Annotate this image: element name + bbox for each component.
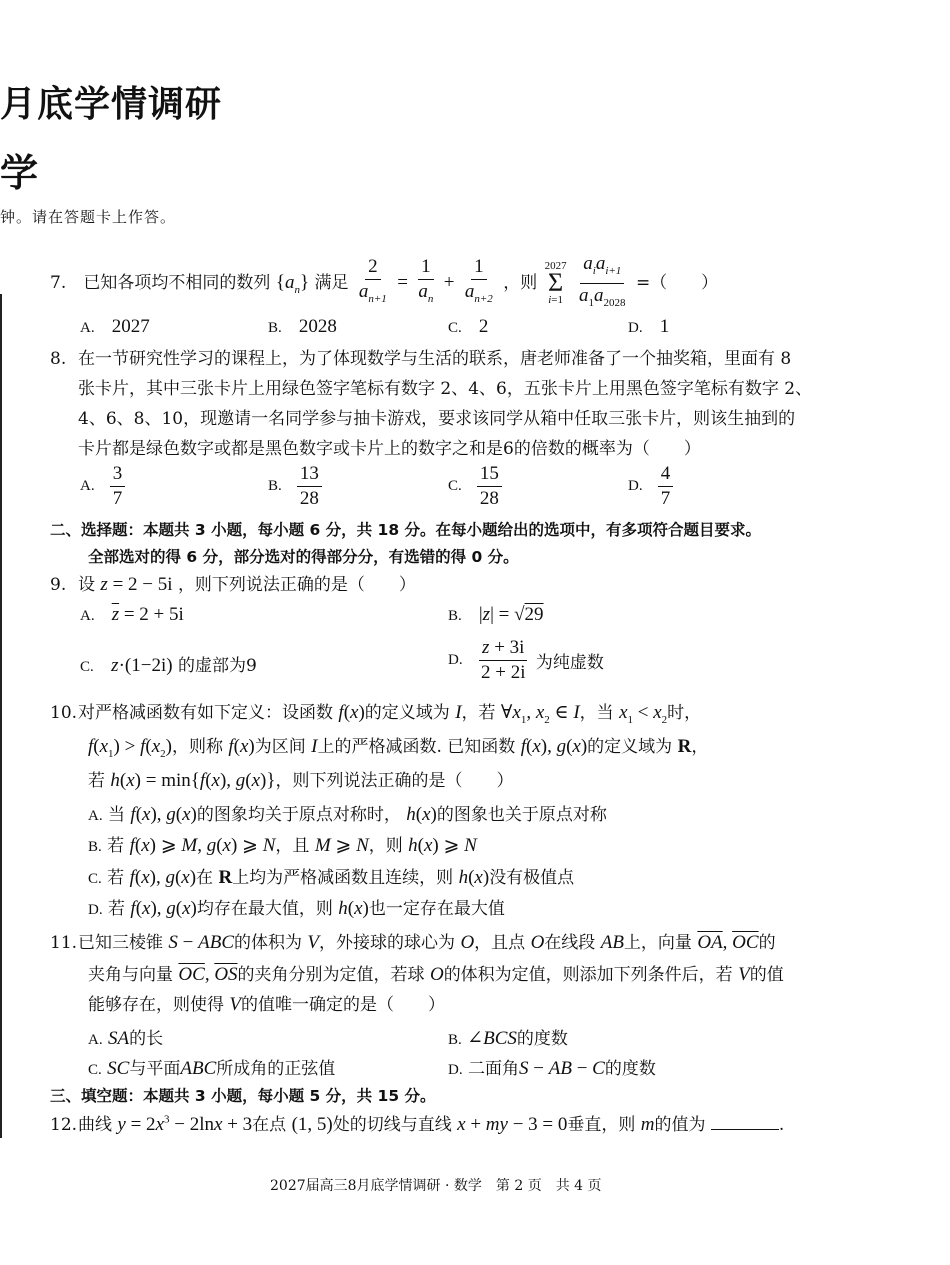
question-8: 8. 在一节研究性学习的课程上，为了体现数学与生活的联系，唐老师准备了一个抽奖箱，里面有 8 张卡片，其中三张卡片上用绿色签字笔标有数字 2、4、6，五张卡片上用黑色签字笔标有数字 2、 4、6、8、10，现邀请一名同学参与抽卡游戏，要求该同学从箱中任取三张卡片，则该生抽到的 卡片都是绿色数字或都是黑色数字或卡片上的数字之和是6的倍数的概率为（ ） [50,349,813,459]
question-10-line3: 若 h(x) = min{f(x), g(x)}，则下列说法正确的是（ ） [88,770,514,791]
question-11-line1: 11.已知三棱锥 S − ABC的体积为 V，外接球的球心为 O，且点 O在线段 AB上，向量 $\overline{OA}$, $\overline{OC}$的 [50,932,776,953]
question-12: 12.曲线 $y = 2x^3 - 2\ln x + 3$在点 (1, 5)处的切线与直线 x + my − 3 = 0垂直，则 m的值为 . [50,1113,785,1135]
question-7: 7. 已知各项均不相同的数列 $\{a_n\}$ 满足 $\frac{2}{a_{n+1}}$ = $\frac{1}{a_n}$ + $\frac{1}{a_{n+2}}$ ，则 2027 Σ i=1 $\frac{a_ia_{i+1}}{a_1a_{2028}}$ =（ ） [50,253,719,309]
section-2-heading: 二、选择题：本题共 3 小题，每小题 6 分，共 18 分。在每小题给出的选项中，有多项符合题目要求。 [50,521,762,539]
answer-blank [711,1115,779,1130]
q11-option-a: A. SA的长 [88,1028,164,1049]
q9-option-d: D. $\frac{z + 3i}{2 + 2i}$ 为纯虚数 [448,637,604,683]
left-margin-line [0,294,2,1138]
q9-option-b: B. |z| = √29 [448,604,544,625]
question-10-line1: 10.对严格减函数有如下定义：设函数 f(x)的定义域为 I，若 $\forall x_1$, $x_2$ ∈ I，当 $x_1 < x_2$时， [50,702,702,726]
question-10-line2: $f(x_1) > f(x_2)$，则称 f(x)为区间 I上的严格减函数. 已知函数 f(x), g(x)的定义域为 R， [88,736,709,760]
q10-option-a: A. 当 f(x), g(x)的图象均关于原点对称时， h(x)的图象也关于原点对称 [88,804,607,825]
q9-option-a: A. $\overline{z} = 2 + 5i$ [80,604,184,625]
q7-option-a: A. 2027 [80,316,150,337]
section-3-heading: 三、填空题：本题共 3 小题，每小题 5 分，共 15 分。 [50,1087,436,1105]
q8-option-a: A. $\frac{3}{7}$ [80,462,127,511]
page-footer: 2027届高三8月底学情调研 · 数学 第 2 页 共 4 页 [270,1178,602,1194]
q11-option-d: D. 二面角S − AB − C的度数 [448,1058,656,1079]
q9-option-c: C. z·(1−2i) 的虚部为9 [80,655,257,676]
q7-option-c: C. 2 [448,316,489,337]
question-9: 9. 设 z = 2 − 5i ，则下列说法正确的是（ ） [50,574,416,595]
q11-option-b: B. ∠BCS的度数 [448,1028,568,1049]
exam-title: 月底学情调研 [0,84,223,125]
question-11-line3: 能够存在，则使得 V的值唯一确定的是（ ） [88,994,446,1015]
q11-option-c: C. SC与平面ABC所成角的正弦值 [88,1058,336,1079]
exam-note: 钟。请在答题卡上作答。 [0,208,177,226]
section-2-subheading: 全部选对的得 6 分，部分选对的得部分分，有选错的得 0 分。 [88,548,519,566]
q10-option-b: B. 若 f(x) ⩾ M, g(x) ⩾ N，且 M ⩾ N，则 h(x) ⩾ N [88,835,477,856]
q8-option-b: B. $\frac{13}{28}$ [268,462,324,511]
question-11-line2: 夹角与向量 $\overline{OC}$, $\overline{OS}$的夹角分别为定值，若球 O的体积为定值，则添加下列条件后，若 V的值 [88,964,784,985]
q7-option-b: B. 2028 [268,316,337,337]
q10-option-c: C. 若 f(x), g(x)在 R上均为严格减函数且连续，则 h(x)没有极值点 [88,867,575,888]
q10-option-d: D. 若 f(x), g(x)均存在最大值，则 h(x)也一定存在最大值 [88,898,505,919]
q8-option-d: D. $\frac{4}{7}$ [628,462,675,511]
q8-option-c: C. $\frac{15}{28}$ [448,462,504,511]
q7-option-d: D. 1 [628,316,670,337]
subject-title: 学 [0,151,39,195]
